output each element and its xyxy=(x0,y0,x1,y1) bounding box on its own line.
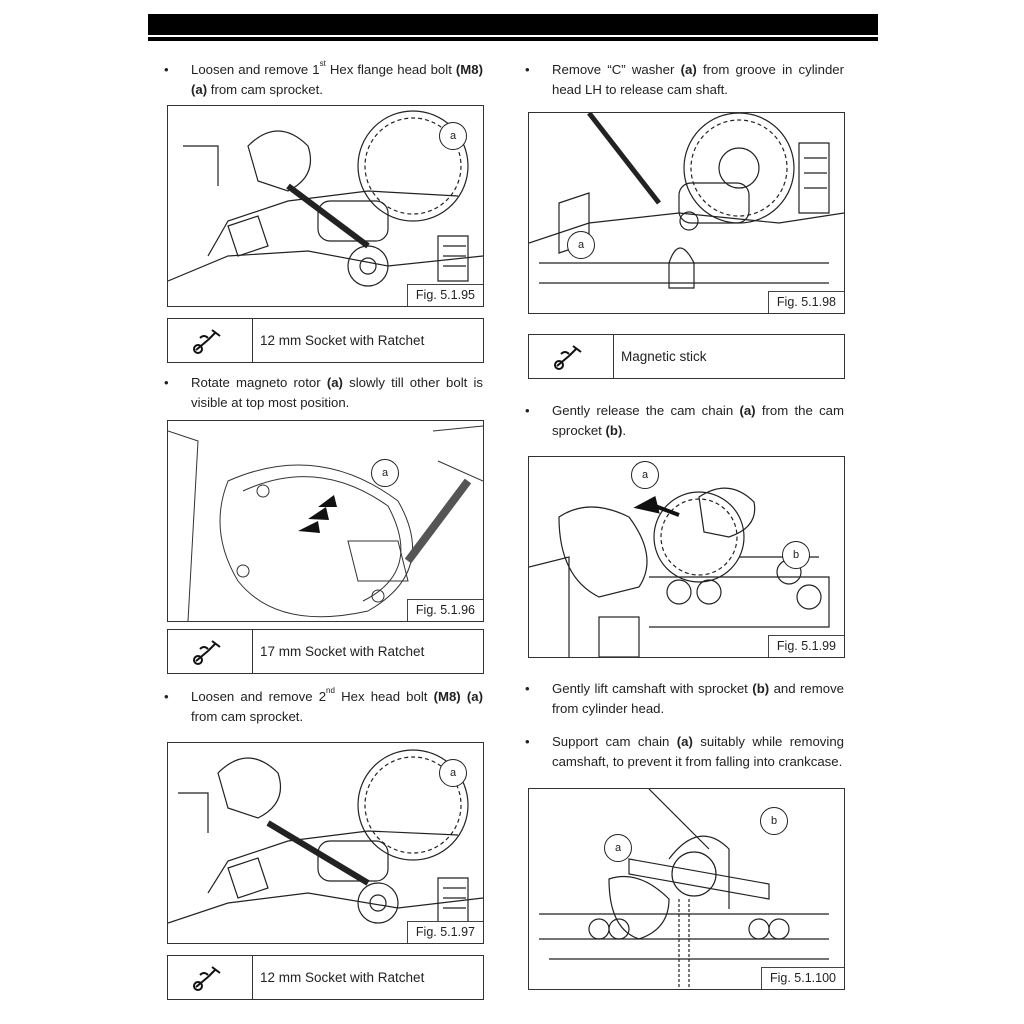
wrench-tool-icon xyxy=(168,630,253,673)
step-text: • Gently lift camshaft with sprocket (b) and remove from cylinder head. xyxy=(525,681,844,716)
engine-illustration xyxy=(168,743,483,943)
engine-illustration xyxy=(168,106,483,306)
figure-label: Fig. 5.1.100 xyxy=(761,967,844,989)
step-text: • Loosen and remove 1st Hex flange head bolt (M8) (a) from cam sprocket. xyxy=(164,59,483,97)
callout-a: a xyxy=(604,834,632,862)
step-text: • Rotate magneto rotor (a) slowly till other bolt is visible at top most position. xyxy=(164,375,483,410)
tool-label: 17 mm Socket with Ratchet xyxy=(260,644,425,659)
figure-magneto-rotor xyxy=(167,420,484,622)
tool-box xyxy=(167,629,484,674)
callout-b: b xyxy=(760,807,788,835)
header-rule xyxy=(148,37,878,41)
callout-a: a xyxy=(439,122,467,150)
header-bar xyxy=(148,14,878,35)
figure-cam-chain-release xyxy=(528,456,845,658)
callout-a: a xyxy=(631,461,659,489)
figure-label: Fig. 5.1.95 xyxy=(407,284,483,306)
engine-illustration xyxy=(529,789,844,989)
callout-a: a xyxy=(371,459,399,487)
callout-a: a xyxy=(567,231,595,259)
tool-label: Magnetic stick xyxy=(621,349,707,364)
step-text: • Support cam chain (a) suitably while removing camshaft, to prevent it from falling into crankcase. xyxy=(525,734,844,769)
figure-c-washer xyxy=(528,112,845,314)
figure-camshaft-removal xyxy=(528,788,845,990)
step-text: • Remove “C” washer (a) from groove in cylinder head LH to release cam shaft. xyxy=(525,62,845,97)
figure-label: Fig. 5.1.97 xyxy=(407,921,483,943)
callout-a: a xyxy=(439,759,467,787)
callout-b: b xyxy=(782,541,810,569)
tool-box xyxy=(528,334,845,379)
engine-illustration xyxy=(529,113,844,313)
wrench-tool-icon xyxy=(529,335,614,378)
wrench-tool-icon xyxy=(168,956,253,999)
figure-label: Fig. 5.1.99 xyxy=(768,635,844,657)
step-text: • Gently release the cam chain (a) from the cam sprocket (b). xyxy=(525,403,844,438)
figure-cam-sprocket-bolt xyxy=(167,105,484,307)
wrench-tool-icon xyxy=(168,319,253,362)
figure-cam-sprocket-bolt-2 xyxy=(167,742,484,944)
tool-box xyxy=(167,955,484,1000)
step-text: • Loosen and remove 2nd Hex head bolt (M8) (a) from cam sprocket. xyxy=(164,686,483,724)
tool-label: 12 mm Socket with Ratchet xyxy=(260,970,425,985)
engine-illustration xyxy=(168,421,483,621)
tool-box xyxy=(167,318,484,363)
figure-label: Fig. 5.1.98 xyxy=(768,291,844,313)
figure-label: Fig. 5.1.96 xyxy=(407,599,483,621)
tool-label: 12 mm Socket with Ratchet xyxy=(260,333,425,348)
